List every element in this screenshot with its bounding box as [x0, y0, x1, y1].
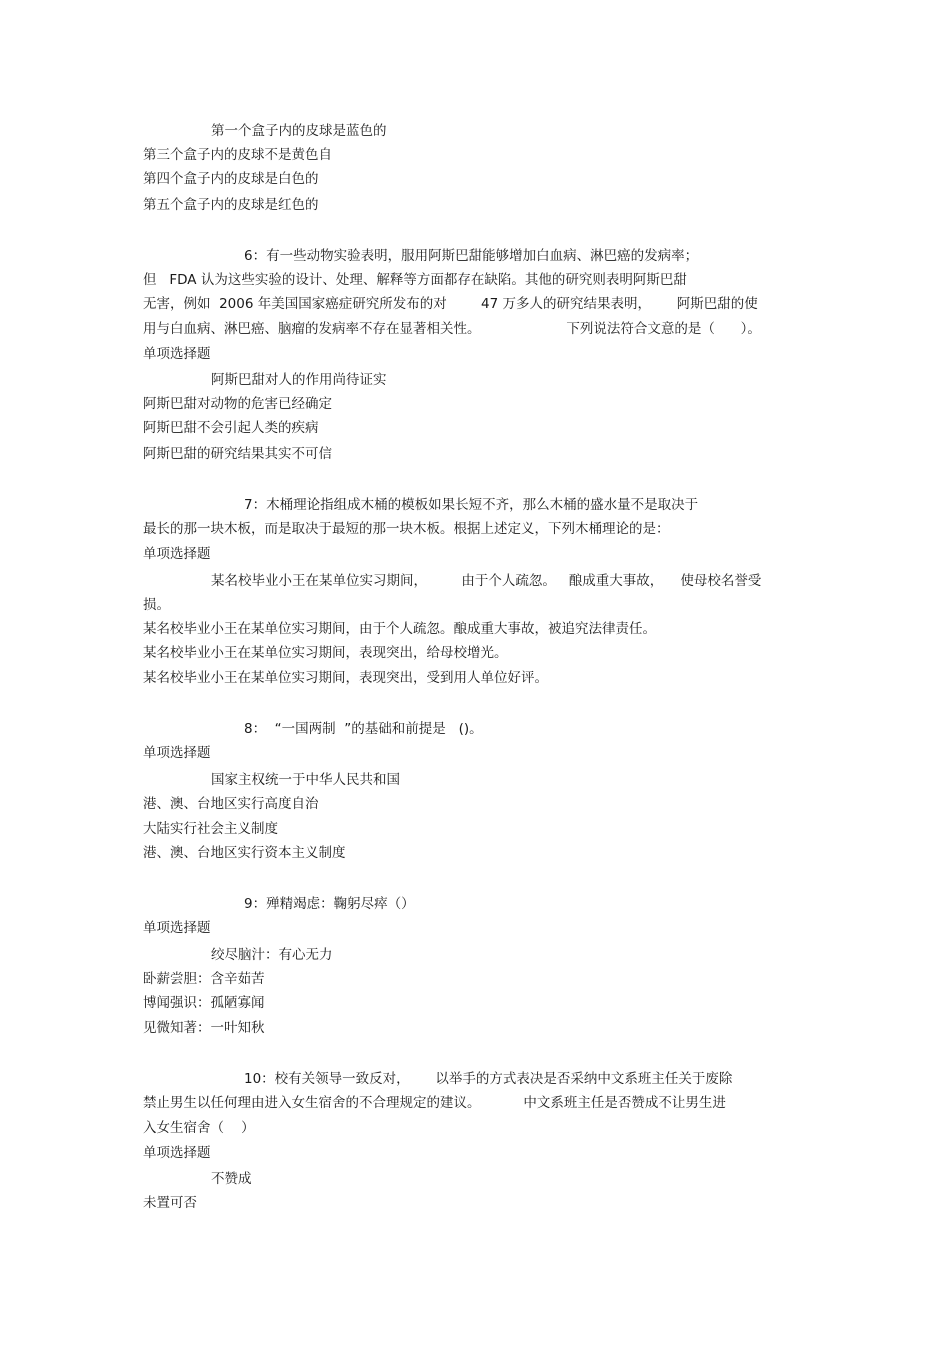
- option-text: 阿斯巴甜对人的作用尚待证实: [211, 372, 387, 388]
- question-stem: 9：殚精竭虑：鞠躬尽瘁（）: [244, 896, 415, 912]
- question-type: 单项选择题: [143, 1145, 211, 1161]
- question-type: 单项选择题: [143, 546, 211, 562]
- option-text: 绞尽脑汁：有心无力: [211, 947, 333, 963]
- question-stem: 最长的那一块木板，而是取决于最短的那一块木板。根据上述定义，下列木桶理论的是：: [143, 521, 670, 537]
- question-type: 单项选择题: [143, 920, 211, 936]
- option-text: 大陆实行社会主义制度: [143, 821, 278, 837]
- option-text: 港、澳、台地区实行高度自治: [143, 796, 319, 812]
- question-stem: 无害，例如 2006 年美国国家癌症研究所发布的对 47 万多人的研究结果表明， 阿斯巴甜的使: [143, 296, 758, 312]
- option-text: 博闻强识：孤陋寡闻: [143, 995, 265, 1011]
- option-text: 国家主权统一于中华人民共和国: [211, 772, 400, 788]
- question-stem: 8： “一国两制 ”的基础和前提是 ()。: [244, 721, 483, 737]
- question-stem: 10：校有关领导一致反对， 以举手的方式表决是否采纳中文系班主任关于废除: [244, 1071, 733, 1087]
- option-text: 某名校毕业小王在某单位实习期间，表现突出，受到用人单位好评。: [143, 670, 548, 686]
- option-text: 卧薪尝胆：含辛茹苦: [143, 971, 265, 987]
- option-text: 第四个盒子内的皮球是白色的: [143, 171, 319, 187]
- option-text: 第一个盒子内的皮球是蓝色的: [211, 123, 387, 139]
- question-type: 单项选择题: [143, 346, 211, 362]
- question-stem: 7：木桶理论指组成木桶的模板如果长短不齐，那么木桶的盛水量不是取决于: [244, 497, 699, 513]
- question-stem: 6：有一些动物实验表明，服用阿斯巴甜能够增加白血病、淋巴癌的发病率；: [244, 248, 699, 264]
- option-text: 某名校毕业小王在某单位实习期间，由于个人疏忽。酿成重大事故，被追究法律责任。: [143, 621, 656, 637]
- question-stem: 但 FDA 认为这些实验的设计、处理、解释等方面都存在缺陷。其他的研究则表明阿斯巴甜: [143, 272, 687, 288]
- option-text: 未置可否: [143, 1195, 197, 1211]
- option-text: 损。: [143, 597, 170, 613]
- option-text: 第五个盒子内的皮球是红色的: [143, 197, 319, 213]
- option-text: 见微知著：一叶知秋: [143, 1020, 265, 1036]
- option-text: 港、澳、台地区实行资本主义制度: [143, 845, 346, 861]
- option-text: 阿斯巴甜不会引起人类的疾病: [143, 420, 319, 436]
- option-text: 阿斯巴甜的研究结果其实不可信: [143, 446, 332, 462]
- question-stem: 禁止男生以任何理由进入女生宿舍的不合理规定的建议。 中文系班主任是否赞成不让男生进: [143, 1095, 726, 1111]
- option-text: 不赞成: [211, 1171, 252, 1187]
- option-text: 第三个盒子内的皮球不是黄色自: [143, 147, 332, 163]
- question-stem: 用与白血病、淋巴癌、脑瘤的发病率不存在显著相关性。 下列说法符合文意的是（ ）。: [143, 321, 761, 337]
- question-stem: 入女生宿舍（ ）: [143, 1120, 255, 1136]
- option-text: 某名校毕业小王在某单位实习期间，表现突出，给母校增光。: [143, 645, 508, 661]
- option-text: 某名校毕业小王在某单位实习期间， 由于个人疏忽。 酿成重大事故， 使母校名誉受: [211, 573, 762, 589]
- question-type: 单项选择题: [143, 745, 211, 761]
- option-text: 阿斯巴甜对动物的危害已经确定: [143, 396, 332, 412]
